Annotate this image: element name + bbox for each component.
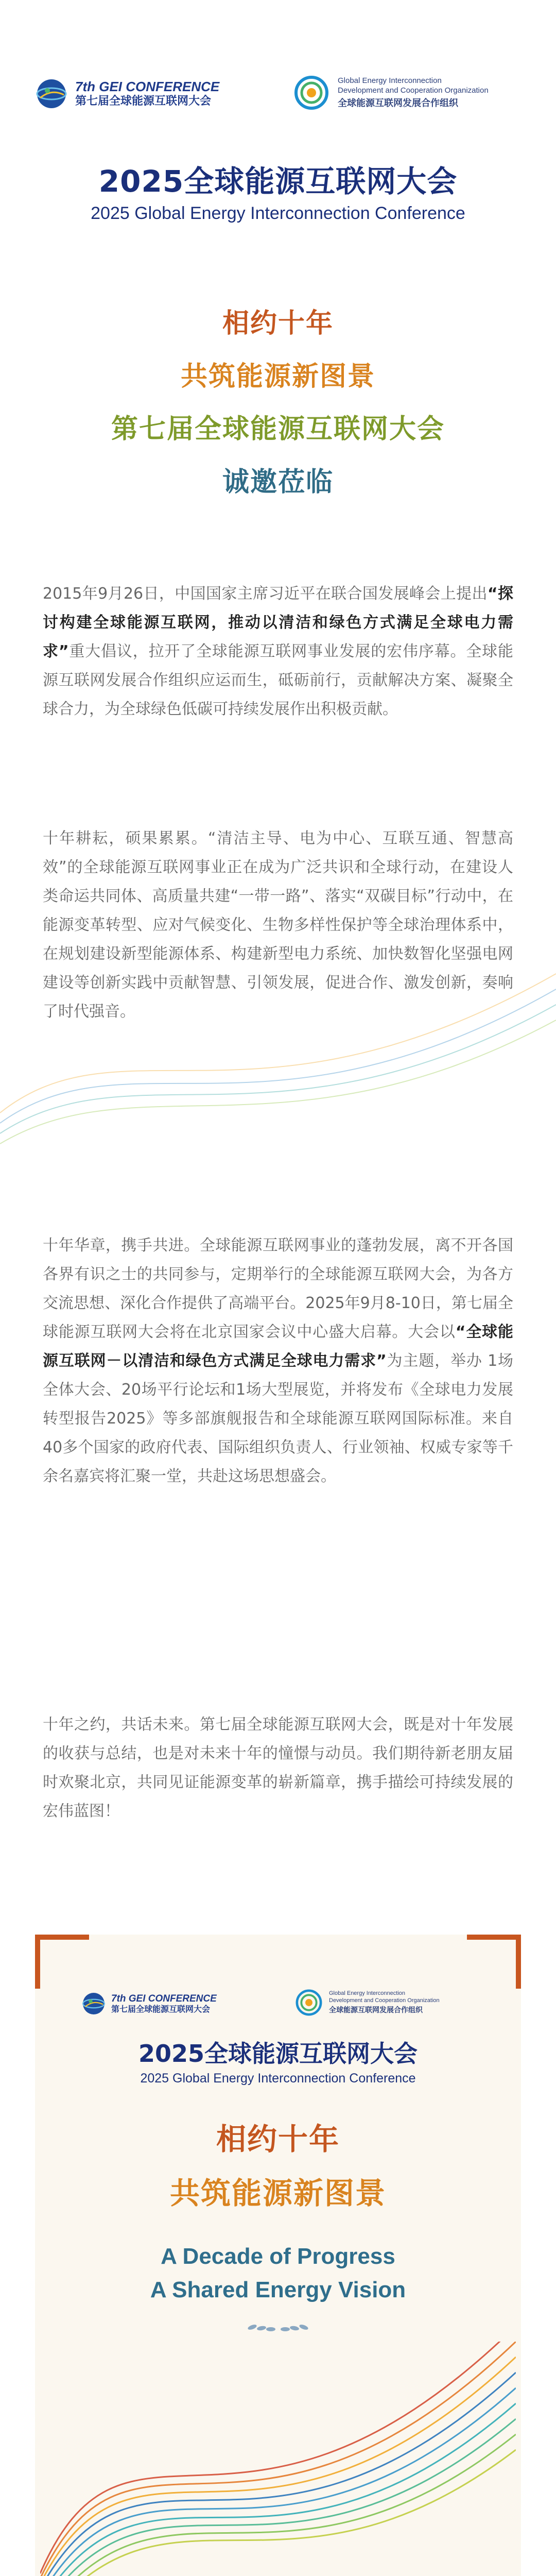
- poster-slogan-1: 相约十年: [216, 2122, 340, 2157]
- geidco-logo-en-1: Global Energy Interconnection: [338, 76, 442, 85]
- poster-geidco-zh: 全球能源互联网发展合作组织: [329, 2006, 423, 2014]
- conference-poster: [35, 1935, 521, 2576]
- poster-en-slogan-2: A Shared Energy Vision: [150, 2277, 406, 2302]
- gei-conference-logo: [35, 77, 219, 110]
- p1-quote: “探讨构建全球能源互联网，推动以清洁和绿色方式满足全球电力需求”: [43, 585, 514, 660]
- energy-wave-graphic: [40, 2342, 516, 2576]
- conference-title-en: 2025 Global Energy Interconnection Conference: [91, 204, 465, 223]
- gei-logo-en: 7th GEI CONFERENCE: [75, 79, 220, 95]
- geidco-logo-zh: 全球能源互联网发展合作组织: [338, 97, 458, 109]
- geidco-ring-icon: [293, 75, 329, 111]
- poster-corner-top-right: [467, 1935, 521, 1989]
- poster-title-zh: 2025全球能源互联网大会: [138, 2040, 418, 2067]
- p3-text-c: 为主题，举办 1场全体大会、20场平行论坛和1场大型展览，并将发布《全球电力发展转型报告2025》等多部旗舰报告和全球能源互联网国际标准。来自40多个国家的政府代表、国际组织负责人、行业领袖、权威专家等千余名嘉宾将汇聚一堂，共赴这场思想盛会。: [43, 1352, 514, 1485]
- p1-text-a: 2015年9月26日，中国国家主席习近平在联合国发展峰会上提出: [43, 585, 488, 603]
- gei-logo-zh: 第七届全球能源互联网大会: [75, 95, 212, 108]
- geidco-logo: [293, 75, 489, 111]
- paragraph-2: 十年耕耘，硕果累累。“清洁主导、电为中心、互联互通、智慧高效”的全球能源互联网事业正在成为广泛共识和全球行动，在建设人类命运共同体、高质量共建“一带一路”、落实“双碳目标”行动中，在能源变革转型、应对气候变化、生物多样性保护等全球治理体系中，在规划建设新型能源体系、构建新型电力系统、加快数智化坚强电网建设等创新实践中贡献智慧、引领发展，促进合作、激发创新，奏响了时代强音。: [43, 829, 513, 1021]
- poster-gei-logo: [81, 1991, 217, 2016]
- slogan-4: 诚邀莅临: [222, 467, 334, 498]
- paragraph-3: [43, 1231, 513, 1491]
- conference-title-zh: 2025全球能源互联网大会: [98, 164, 458, 199]
- gei-globe-icon: [35, 77, 68, 110]
- paragraph-4: 十年之约，共话未来。第七届全球能源互联网大会，既是对十年发展的收获与总结，也是对未来十年的憧憬与动员。我们期待新老朋友届时欢聚北京，共同见证能源变革的崭新篇章，携手描绘可持续发展的宏伟蓝图！: [43, 1716, 513, 1820]
- poster-geidco-logo: [295, 1989, 440, 2016]
- slogan-2: 共筑能源新图景: [180, 361, 375, 392]
- header-logos: [0, 0, 556, 113]
- laurel-icon: [242, 2317, 314, 2337]
- p1-text-c: 重大倡议，拉开了全球能源互联网事业发展的宏伟序幕。全球能源互联网发展合作组织应运而生，砥砺前行，贡献解决方案、凝聚全球合力，为全球绿色低碳可持续发展作出积极贡献。: [43, 642, 514, 718]
- gei-globe-icon: [81, 1991, 106, 2016]
- poster-title-en: 2025 Global Energy Interconnection Conference: [140, 2071, 416, 2086]
- slogan-1: 相约十年: [222, 308, 334, 339]
- poster-gei-logo-zh: 第七届全球能源互联网大会: [111, 2004, 211, 2014]
- poster-geidco-en-1: Global Energy Interconnection: [329, 1990, 405, 1996]
- poster-geidco-en-2: Development and Cooperation Organization: [329, 1997, 440, 2004]
- poster-corner-top-left: [35, 1935, 89, 1989]
- poster-gei-logo-en: 7th GEI CONFERENCE: [111, 1993, 217, 2004]
- p3-theme: “全球能源互联网－以清洁和绿色方式满足全球电力需求”: [43, 1323, 514, 1370]
- poster-slogan-2: 共筑能源新图景: [169, 2176, 386, 2211]
- poster-en-slogan-1: A Decade of Progress: [161, 2244, 395, 2269]
- slogan-3: 第七届全球能源互联网大会: [111, 414, 445, 445]
- geidco-ring-icon: [295, 1989, 323, 2016]
- p3-text-a: 十年华章，携手共进。全球能源互联网事业的蓬勃发展，离不开各国各界有识之士的共同参与，定期举行的全球能源互联网大会，为各方交流思想、深化合作提供了高端平台。2025年9月8-10日，第七届全球能源互联网大会将在北京国家会议中心盛大启幕。大会以: [43, 1236, 513, 1341]
- geidco-logo-en-2: Development and Cooperation Organization: [338, 86, 489, 95]
- paragraph-1: [43, 580, 513, 724]
